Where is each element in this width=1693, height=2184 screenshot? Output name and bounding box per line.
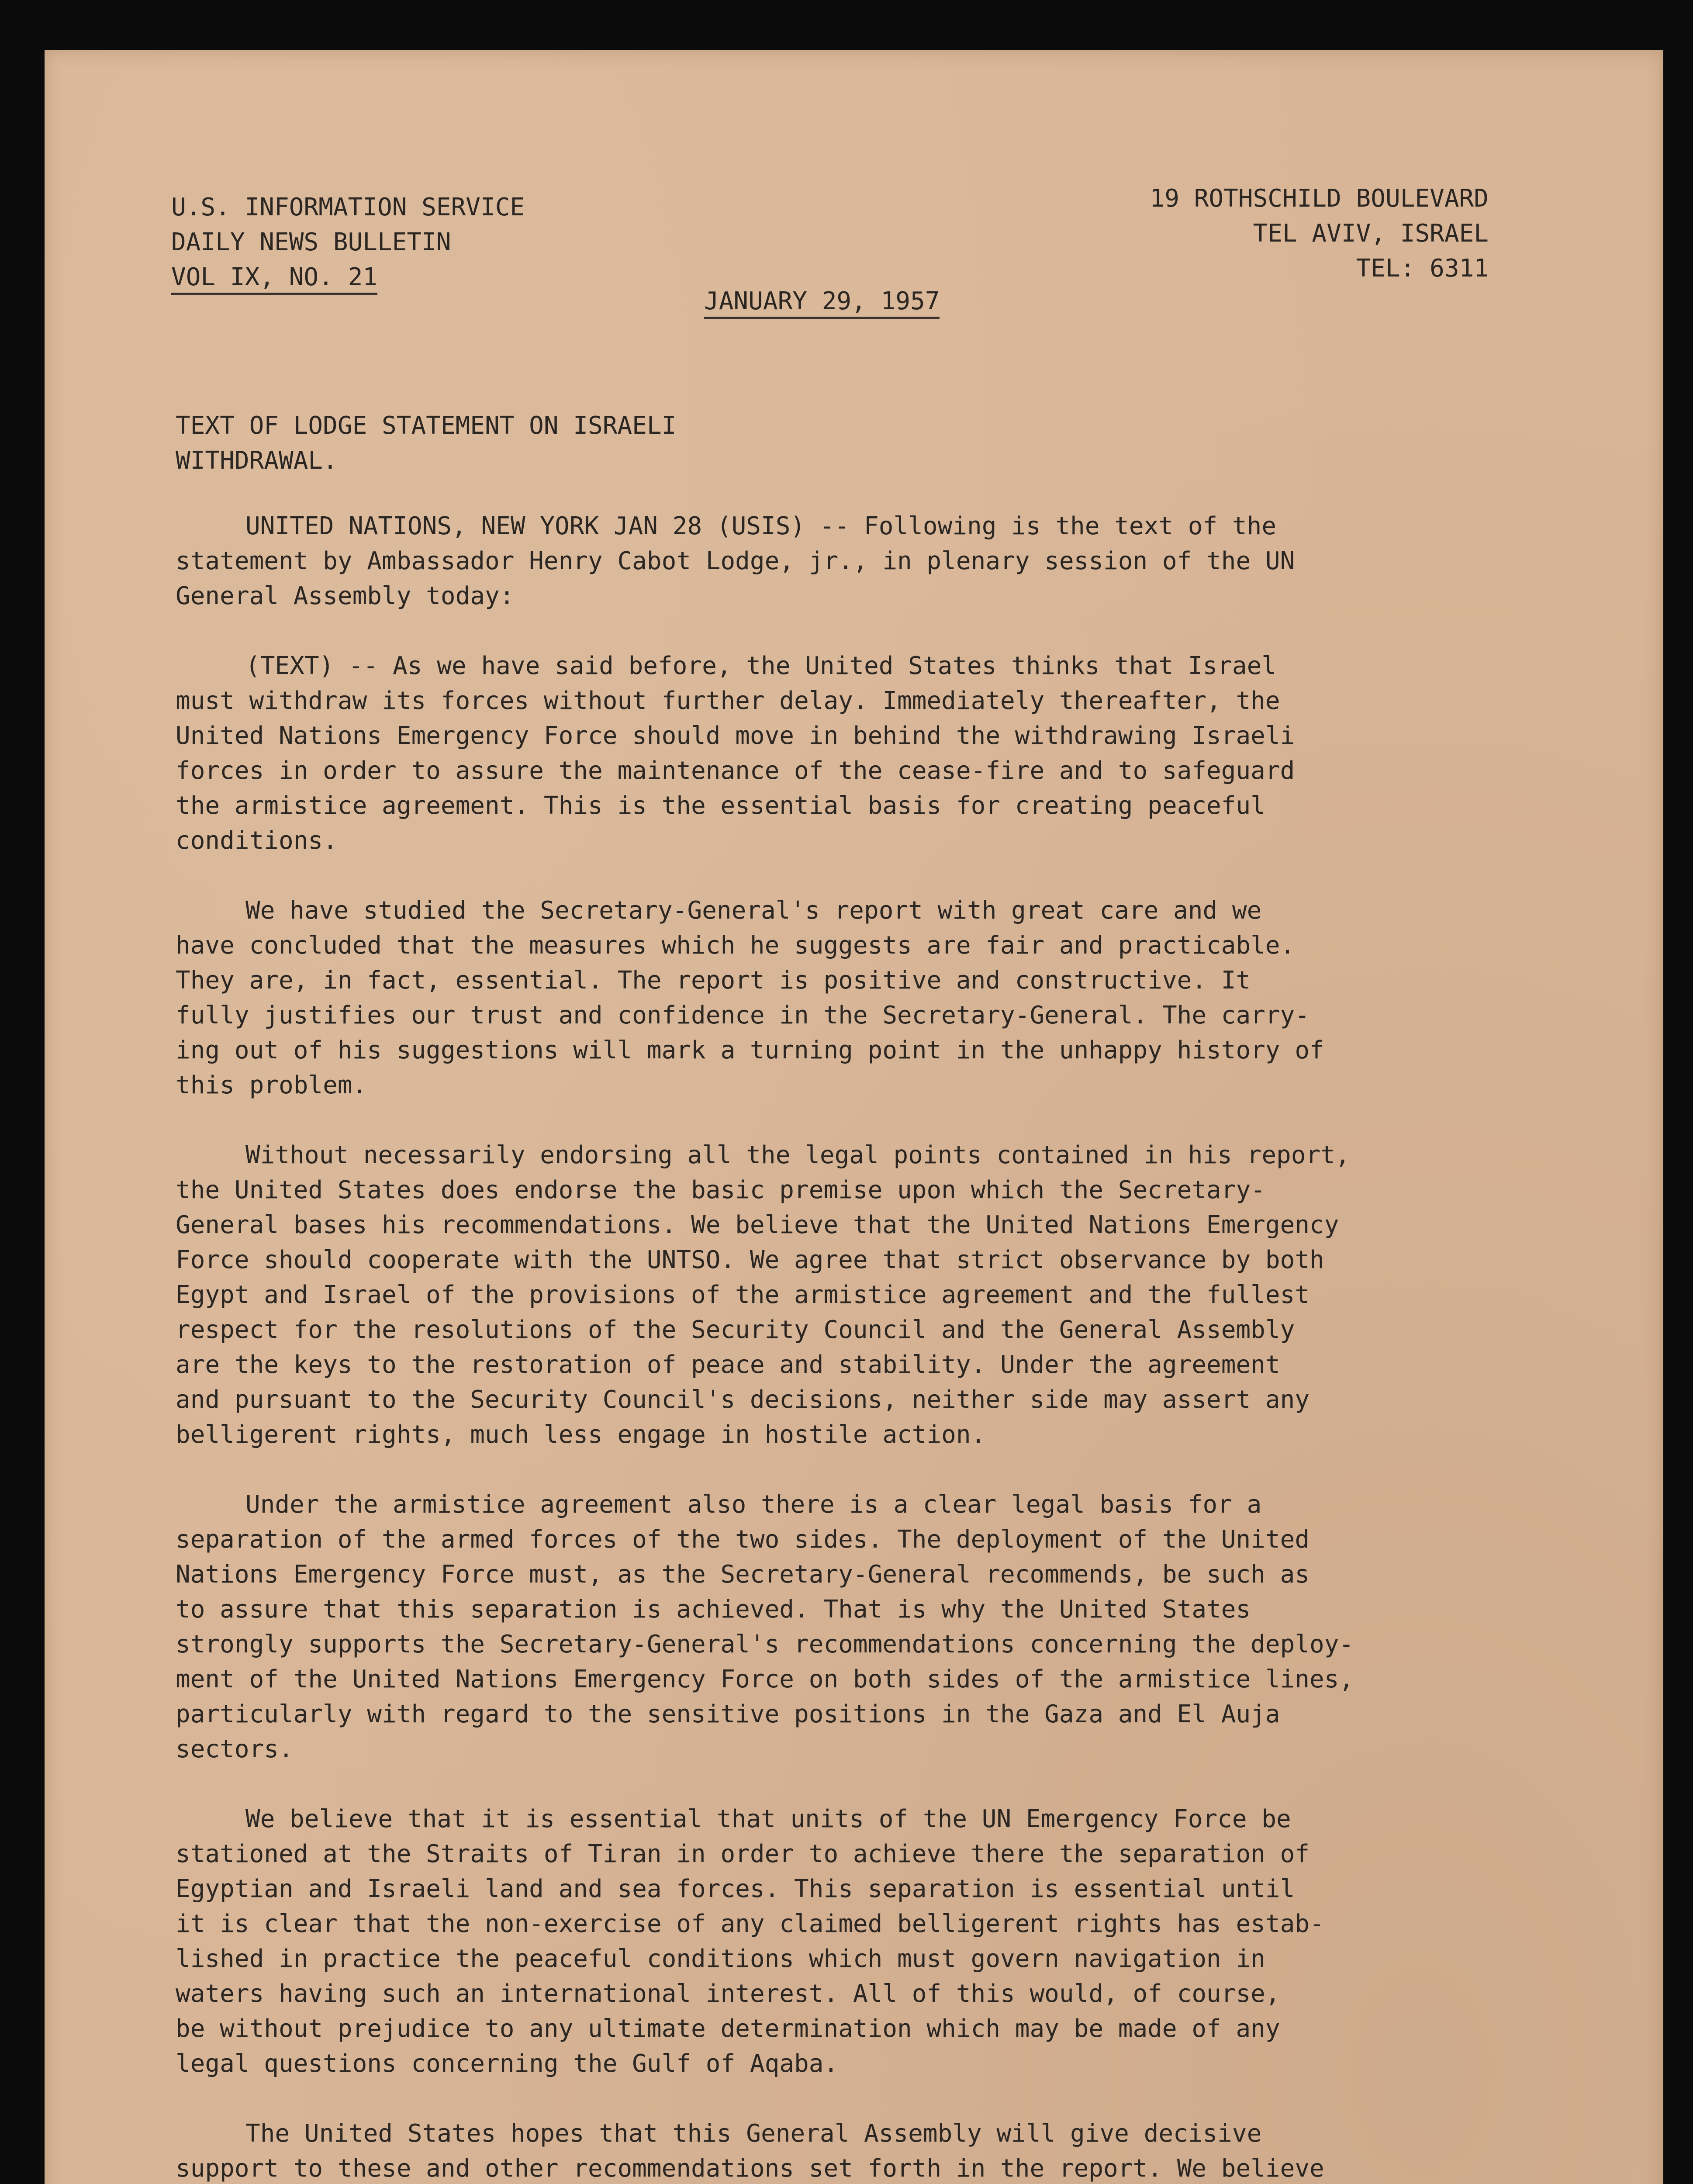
text-line: it is clear that the non-exercise of any claimed belligerent rights has estab- (176, 1910, 1324, 1938)
text-line: We have studied the Secretary-General's report with great care and we (245, 896, 1262, 925)
text-line: General bases his recommendations. We believe that the United Nations Emergency (176, 1211, 1339, 1239)
text-line: lished in practice the peaceful conditions which must govern navigation in (176, 1945, 1265, 1973)
header-right-block (1150, 181, 1489, 286)
bulletin-name: DAILY NEWS BULLETIN (171, 228, 451, 256)
text-line: are the keys to the restoration of peace and stability. Under the agreement (176, 1351, 1280, 1379)
text-line: Under the armistice agreement also there is a clear legal basis for a (245, 1490, 1262, 1519)
text-line: must withdraw its forces without further delay. Immediately thereafter, the (176, 687, 1280, 715)
headline-line: WITHDRAWAL. (176, 446, 338, 475)
text-line: the United States does endorse the basic premise upon which the Secretary- (176, 1176, 1265, 1204)
text-line: ing out of his suggestions will mark a turning point in the unhappy history of (176, 1036, 1324, 1064)
volume-number: VOL IX, NO. 21 (171, 262, 377, 295)
text-line: particularly with regard to the sensitive positions in the Gaza and El Auja (176, 1700, 1280, 1728)
text-line: this problem. (176, 1071, 367, 1099)
bulletin-page (45, 50, 1663, 2184)
agency-name: U.S. INFORMATION SERVICE (171, 193, 525, 221)
text-line: (TEXT) -- As we have said before, the United States thinks that Israel (245, 652, 1277, 680)
text-line: conditions. (176, 826, 338, 855)
paragraph (176, 649, 1551, 858)
text-line: Egypt and Israel of the provisions of the armistice agreement and the fullest (176, 1281, 1310, 1309)
address-phone: TEL: 6311 (1356, 254, 1489, 283)
text-line: sectors. (176, 1735, 294, 1763)
headline-line: TEXT OF LODGE STATEMENT ON ISRAELI (176, 411, 677, 440)
paragraph-dateline (176, 509, 1551, 614)
text-line: They are, in fact, essential. The report is positive and constructive. It (176, 966, 1251, 995)
text-line: Egyptian and Israeli land and sea forces. This separation is essential until (176, 1875, 1295, 1903)
paragraph (176, 893, 1551, 1103)
text-line: The United States hopes that this General Assembly will give decisive (245, 2119, 1262, 2148)
paragraph (176, 1802, 1551, 2081)
text-line: and pursuant to the Security Council's decisions, neither side may assert any (176, 1386, 1310, 1414)
text-line: stationed at the Straits of Tiran in order to achieve there the separation of (176, 1840, 1310, 1868)
text-line: statement by Ambassador Henry Cabot Lodge, jr., in plenary session of the UN (176, 547, 1295, 575)
header-left-block (171, 190, 525, 295)
headline (176, 408, 676, 478)
text-line: waters having such an international interest. All of this would, of course, (176, 1980, 1280, 2008)
text-line: General Assembly today: (176, 582, 515, 610)
bulletin-date: JANUARY 29, 1957 (704, 286, 940, 319)
text-line: United Nations Emergency Force should move in behind the withdrawing Israeli (176, 722, 1295, 750)
paragraph (176, 1138, 1551, 1452)
text-line: Force should cooperate with the UNTSO. We agree that strict observance by both (176, 1246, 1324, 1274)
text-line: belligerent rights, much less engage in hostile action. (176, 1420, 986, 1449)
text-line: UNITED NATIONS, NEW YORK JAN 28 (USIS) -- Following is the text of the (245, 512, 1277, 540)
text-line: We believe that it is essential that units of the UN Emergency Force be (245, 1805, 1291, 1833)
text-line: forces in order to assure the maintenance of the cease-fire and to safeguard (176, 757, 1295, 785)
paragraph (176, 1487, 1551, 1767)
text-line: Nations Emergency Force must, as the Secretary-General recommends, be such as (176, 1560, 1310, 1589)
text-line: ment of the United Nations Emergency Force on both sides of the armistice lines, (176, 1665, 1354, 1693)
statement-body (176, 509, 1551, 2184)
text-line: to assure that this separation is achieved. That is why the United States (176, 1595, 1251, 1624)
address-street: 19 ROTHSCHILD BOULEVARD (1150, 184, 1489, 213)
paragraph (176, 2116, 1551, 2184)
text-line: support to these and other recommendations set forth in the report. We believe (176, 2154, 1324, 2183)
text-line: separation of the armed forces of the two sides. The deployment of the United (176, 1525, 1310, 1554)
text-line: have concluded that the measures which he suggests are fair and practicable. (176, 931, 1295, 960)
text-line: the armistice agreement. This is the essential basis for creating peaceful (176, 791, 1265, 820)
text-line: fully justifies our trust and confidence in the Secretary-General. The carry- (176, 1001, 1310, 1030)
address-city: TEL AVIV, ISRAEL (1253, 219, 1489, 248)
text-line: legal questions concerning the Gulf of Aqaba. (176, 2049, 839, 2078)
text-line: Without necessarily endorsing all the legal points contained in his report, (245, 1141, 1350, 1169)
text-line: be without prejudice to any ultimate determination which may be made of any (176, 2015, 1280, 2043)
text-line: strongly supports the Secretary-General's recommendations concerning the deploy- (176, 1630, 1354, 1659)
text-line: respect for the resolutions of the Security Council and the General Assembly (176, 1316, 1295, 1344)
